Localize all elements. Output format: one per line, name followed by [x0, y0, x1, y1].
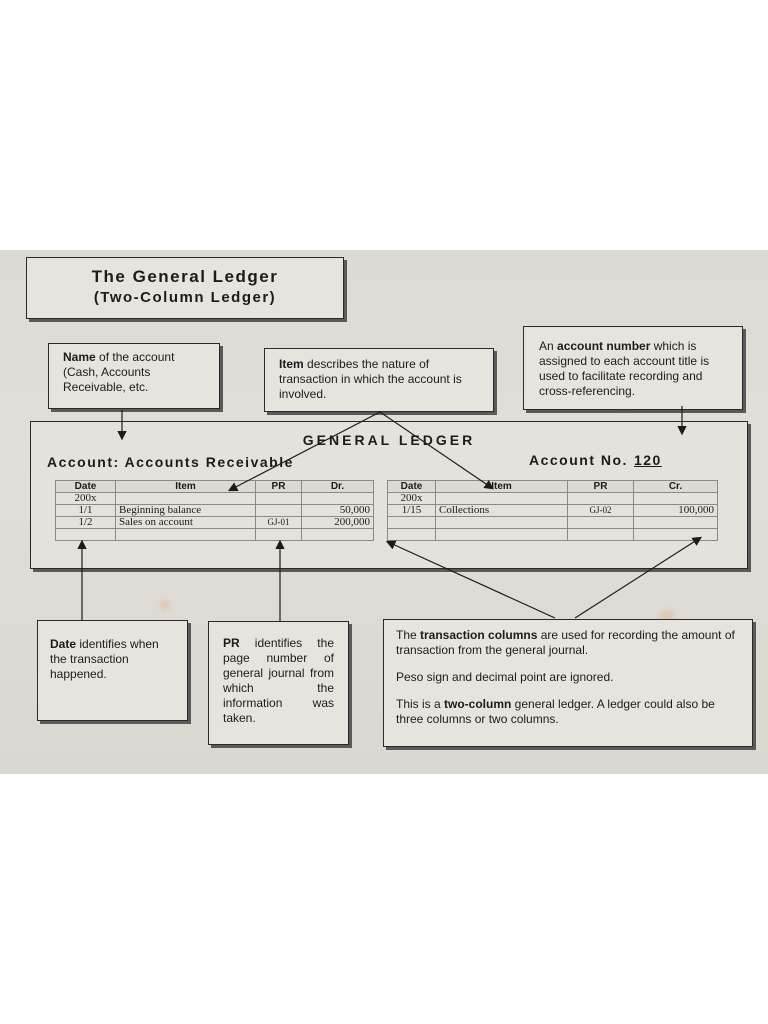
- callout-text: of the account (Cash, Accounts Receivable, etc.: [63, 350, 175, 394]
- table-cell: Sales on account: [116, 517, 256, 529]
- table-cell: [302, 493, 374, 505]
- table-cell: 200x: [388, 493, 436, 505]
- callout-keyword: Name: [63, 350, 96, 364]
- table-cell: [634, 517, 718, 529]
- table-cell: [634, 529, 718, 541]
- account-label: Account: Accounts Receivable: [47, 454, 294, 470]
- table-cell: [436, 493, 568, 505]
- table-cell: [568, 529, 634, 541]
- table-cell: [256, 505, 302, 517]
- table-cell: [302, 529, 374, 541]
- table-cell: [116, 493, 256, 505]
- account-number-caption: Account No.: [529, 452, 628, 468]
- account-number-value: 120: [633, 452, 662, 468]
- column-header: PR: [256, 481, 302, 493]
- date-callout: [37, 620, 188, 721]
- table-cell: Collections: [436, 505, 568, 517]
- callout-paragraph: [396, 628, 740, 658]
- table-row: [56, 517, 374, 529]
- table-cell: 1/2: [56, 517, 116, 529]
- callout-text: which is assigned to each account title is used to facilitate recording and cross-referencing.: [539, 339, 710, 398]
- table-row: [388, 505, 718, 517]
- column-header: Date: [388, 481, 436, 493]
- callout-keyword: transaction columns: [420, 628, 538, 642]
- callout-text: This is a: [396, 697, 445, 711]
- table-cell: 1/1: [56, 505, 116, 517]
- item-callout: [264, 348, 494, 412]
- table-cell: GJ-02: [568, 505, 634, 517]
- table-cell: [388, 529, 436, 541]
- table-cell: 200x: [56, 493, 116, 505]
- callout-text: identifies the page number of general journal from which the information was taken.: [223, 636, 334, 725]
- textbook-photo: [0, 250, 768, 774]
- pr-callout: [208, 621, 349, 745]
- transaction-callout: [383, 619, 753, 747]
- debit-table: [55, 480, 374, 541]
- table-cell: 200,000: [302, 517, 374, 529]
- callout-text: describes the nature of transaction in which the account is involved.: [279, 357, 462, 401]
- title-box: [26, 257, 344, 319]
- callout-paragraph: Peso sign and decimal point are ignored.: [396, 670, 614, 684]
- table-cell: 1/15: [388, 505, 436, 517]
- table-row: [56, 493, 374, 505]
- table-cell: [568, 493, 634, 505]
- callout-text: are used for recording the amount of transaction from the general journal.: [396, 628, 735, 657]
- table-row: [56, 505, 374, 517]
- table-cell: [436, 529, 568, 541]
- ledger-frame: [30, 421, 748, 569]
- column-header: Dr.: [302, 481, 374, 493]
- callout-keyword: Date: [50, 637, 77, 651]
- callout-keyword: account number: [557, 339, 651, 353]
- column-header: Item: [436, 481, 568, 493]
- callout-text: general ledger. A ledger could also be three columns or two columns.: [396, 697, 715, 726]
- table-row: [388, 529, 718, 541]
- table-cell: [388, 517, 436, 529]
- callout-text: An: [539, 339, 558, 353]
- table-cell: [568, 517, 634, 529]
- table-cell: [436, 517, 568, 529]
- table-row: [388, 517, 718, 529]
- table-row: [388, 493, 718, 505]
- callout-keyword: two-column: [444, 697, 512, 711]
- table-cell: 50,000: [302, 505, 374, 517]
- table-cell: 100,000: [634, 505, 718, 517]
- table-cell: [256, 529, 302, 541]
- page-subtitle: (Two-Column Ledger): [93, 289, 277, 306]
- table-row: [56, 529, 374, 541]
- callout-text: The: [396, 628, 421, 642]
- table-cell: [56, 529, 116, 541]
- page-title: The General Ledger: [91, 267, 279, 286]
- callout-paragraph: [396, 697, 740, 727]
- table-cell: [256, 493, 302, 505]
- table-cell: [634, 493, 718, 505]
- table-cell: GJ-01: [256, 517, 302, 529]
- credit-table: [387, 480, 718, 541]
- column-header: Cr.: [634, 481, 718, 493]
- account-number-label: [529, 452, 662, 468]
- table-cell: Beginning balance: [116, 505, 256, 517]
- callout-text: identifies when the transaction happened.: [50, 637, 159, 681]
- ledger-heading: GENERAL LEDGER: [302, 432, 476, 448]
- stain: [160, 600, 170, 610]
- column-header: Date: [56, 481, 116, 493]
- callout-keyword: PR: [223, 636, 240, 650]
- column-header: PR: [568, 481, 634, 493]
- name-callout: [48, 343, 220, 409]
- account-number-callout: [523, 326, 743, 410]
- table-cell: [116, 529, 256, 541]
- callout-keyword: Item: [279, 357, 304, 371]
- column-header: Item: [116, 481, 256, 493]
